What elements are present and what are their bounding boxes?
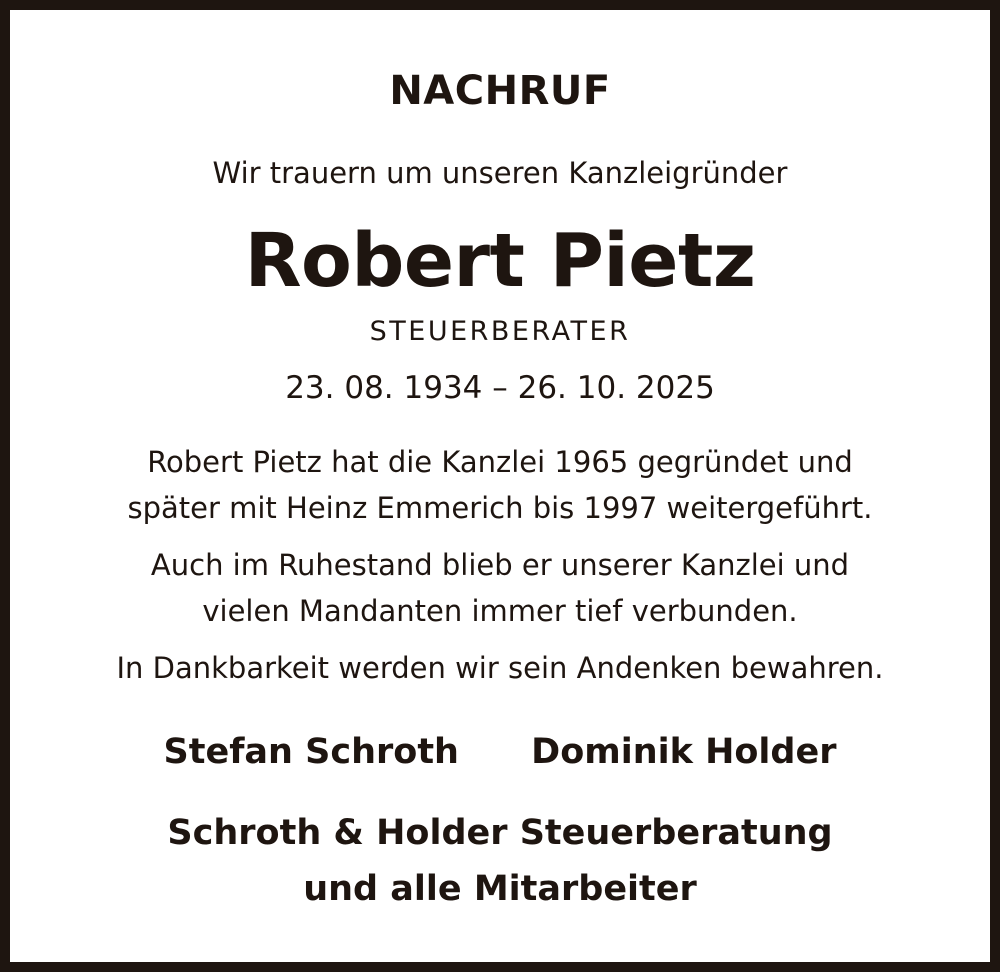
- deceased-name: Robert Pietz: [244, 218, 756, 304]
- intro-line: Wir trauern um unseren Kanzleigründer: [212, 156, 788, 190]
- paragraph-line: Auch im Ruhestand blieb er unserer Kanzlei und: [150, 548, 850, 582]
- signers-row: [10, 732, 990, 772]
- notice-heading: NACHRUF: [389, 68, 611, 114]
- signer-name: Stefan Schroth: [163, 732, 459, 772]
- life-dates: 23. 08. 1934 – 26. 10. 2025: [285, 370, 715, 406]
- paragraph-line: später mit Heinz Emmerich bis 1997 weitergeführt.: [127, 491, 873, 525]
- paragraph-line: Robert Pietz hat die Kanzlei 1965 gegründet und: [147, 445, 853, 479]
- company-name: Schroth & Holder Steuerberatung: [167, 813, 833, 853]
- staff-line: und alle Mitarbeiter: [303, 869, 697, 909]
- deceased-profession: STEUERBERATER: [369, 316, 631, 347]
- paragraph-line: In Dankbarkeit werden wir sein Andenken bewahren.: [116, 651, 884, 685]
- signer-name: Dominik Holder: [531, 732, 837, 772]
- paragraph-line: vielen Mandanten immer tief verbunden.: [202, 594, 798, 628]
